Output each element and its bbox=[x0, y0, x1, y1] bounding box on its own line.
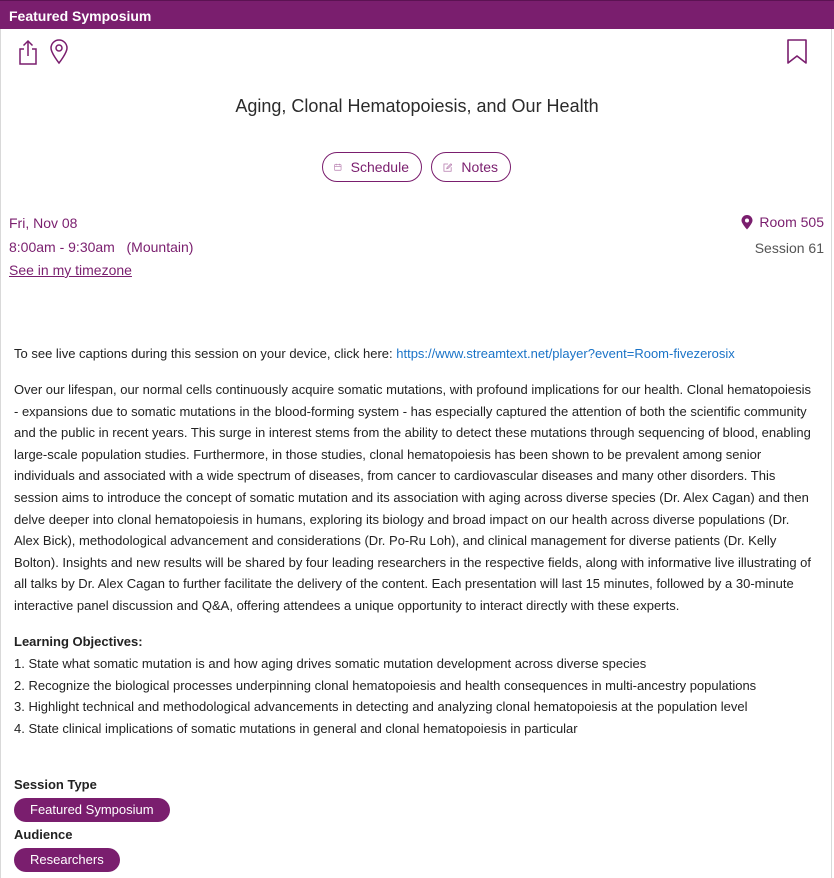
schedule-label: Schedule bbox=[350, 159, 409, 175]
room-name: Room 505 bbox=[759, 214, 824, 230]
schedule-button[interactable] bbox=[322, 152, 422, 182]
list-item: 2. Recognize the biological processes underpinning clonal hematopoiesis and health consequences in multi-ancestry populations bbox=[14, 677, 757, 693]
session-time-row bbox=[9, 239, 193, 255]
bookmark-icon[interactable] bbox=[786, 38, 808, 66]
session-title: Aging, Clonal Hematopoiesis, and Our Health bbox=[235, 96, 599, 116]
session-number: Session 61 bbox=[754, 240, 824, 256]
session-time: 8:00am - 9:30am bbox=[9, 239, 115, 255]
learning-objectives-heading: Learning Objectives: bbox=[14, 634, 143, 649]
learning-objectives-list bbox=[14, 653, 814, 739]
audience-tag[interactable]: Researchers bbox=[14, 848, 120, 872]
captions-line bbox=[14, 343, 814, 365]
captions-prefix: To see live captions during this session on your device, click here: bbox=[14, 346, 397, 361]
list-item: 3. Highlight technical and methodological advancements in detecting and analyzing clonal hematopoiesis at the population level bbox=[14, 699, 748, 715]
audience-label: Audience bbox=[14, 827, 73, 842]
list-item: 4. State clinical implications of somatic mutations in general and clonal hematopoiesis in particular bbox=[14, 720, 578, 736]
see-in-my-timezone-link[interactable]: See in my timezone bbox=[9, 262, 132, 278]
notes-label: Notes bbox=[461, 159, 498, 175]
share-icon[interactable] bbox=[17, 38, 39, 66]
room-location[interactable] bbox=[741, 214, 824, 230]
list-item: 1. State what somatic mutation is and how aging drives somatic mutation development across diverse species bbox=[14, 656, 647, 671]
location-pin-icon[interactable] bbox=[49, 38, 69, 66]
session-type-label: Session Type bbox=[14, 777, 97, 792]
session-date: Fri, Nov 08 bbox=[9, 215, 78, 231]
session-type-tag[interactable]: Featured Symposium bbox=[14, 798, 170, 822]
calendar-icon bbox=[334, 160, 342, 174]
captions-link[interactable]: https://www.streamtext.net/player?event=Room-fivezerosix bbox=[396, 346, 735, 361]
location-pin-icon bbox=[741, 215, 753, 230]
edit-note-icon bbox=[443, 160, 452, 175]
session-description: Over our lifespan, our normal cells continuously acquire somatic mutations, with profound implications for our health. Clonal hematopoiesis - expansions due to somatic mutations in the blood-forming system - has especially captured the attention of both the scientific community and the public in recent years. This surge in interest stems from the ability to detect these mutations through sequencing of blood, enabling large-scale population studies. Furthermore, in those studies, clonal hematopoiesis has been shown to be prevalent among senior individuals and associated with a wide spectrum of diseases, from cancer to cardiovascular diseases and many other disorders. This session aims to introduce the concept of somatic mutation and its association with aging across diverse species (Dr. Alex Cagan) and then delve deeper into clonal hematopoiesis in humans, exploring its biology and broad impact on our health across diverse populations (Dr. Alex Bick), methodological advancement and considerations (Dr. Po-Ru Loh), and clinical management for diverse patients (Dr. Kelly Bolton). Insights and new results will be shared by four leading researchers in the respective fields, along with informative live illustrating of all talks by Dr. Alex Cagan to further facilitate the delivery of the content. Each presentation will last 15 minutes, followed by a 30-minute interactive panel discussion and Q&A, offering attendees a unique opportunity to interact directly with these experts. bbox=[14, 382, 812, 613]
category-banner: Featured Symposium bbox=[0, 0, 834, 29]
session-timezone: (Mountain) bbox=[126, 239, 194, 255]
notes-button[interactable] bbox=[431, 152, 511, 182]
